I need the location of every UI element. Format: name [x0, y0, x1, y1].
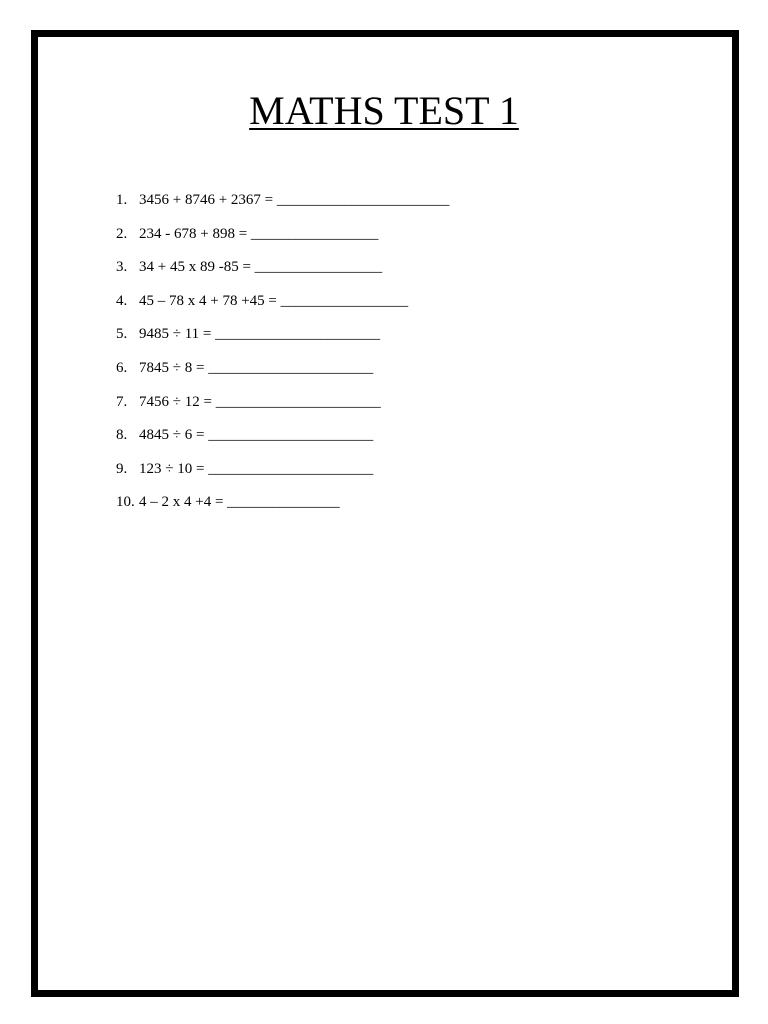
question-number: 7. [116, 393, 128, 410]
question-text: 3456 + 8746 + 2367 = _______________________ [139, 192, 450, 208]
question-text: 9485 ÷ 11 = ______________________ [139, 326, 381, 343]
question-2 [116, 224, 449, 258]
question-number: 9. [116, 460, 128, 477]
question-9 [116, 459, 449, 493]
question-text: 7845 ÷ 8 = ______________________ [139, 359, 374, 376]
question-number: 10. [116, 494, 135, 511]
page-title: MATHS TEST 1 [249, 88, 519, 133]
question-number: 1. [116, 192, 128, 208]
question-text: 123 ÷ 10 = ______________________ [139, 460, 374, 477]
question-number: 6. [116, 359, 128, 376]
question-list [116, 190, 449, 526]
question-6 [116, 358, 449, 392]
question-number: 5. [116, 326, 128, 343]
question-text: 45 – 78 x 4 + 78 +45 = _________________ [139, 292, 409, 309]
question-5 [116, 324, 449, 358]
question-4 [116, 291, 449, 325]
question-text: 4845 ÷ 6 = ______________________ [139, 427, 374, 444]
question-text: 4 – 2 x 4 +4 = _______________ [139, 494, 340, 511]
question-number: 2. [116, 225, 128, 242]
question-text: 234 - 678 + 898 = _________________ [139, 225, 379, 242]
question-text: 34 + 45 x 89 -85 = _________________ [139, 259, 383, 276]
question-7 [116, 392, 449, 426]
question-text: 7456 ÷ 12 = ______________________ [139, 393, 381, 410]
question-number: 8. [116, 427, 128, 444]
question-3 [116, 257, 449, 291]
question-10 [116, 492, 449, 526]
question-number: 4. [116, 292, 128, 309]
question-8 [116, 425, 449, 459]
question-1 [116, 190, 449, 224]
question-number: 3. [116, 259, 128, 276]
